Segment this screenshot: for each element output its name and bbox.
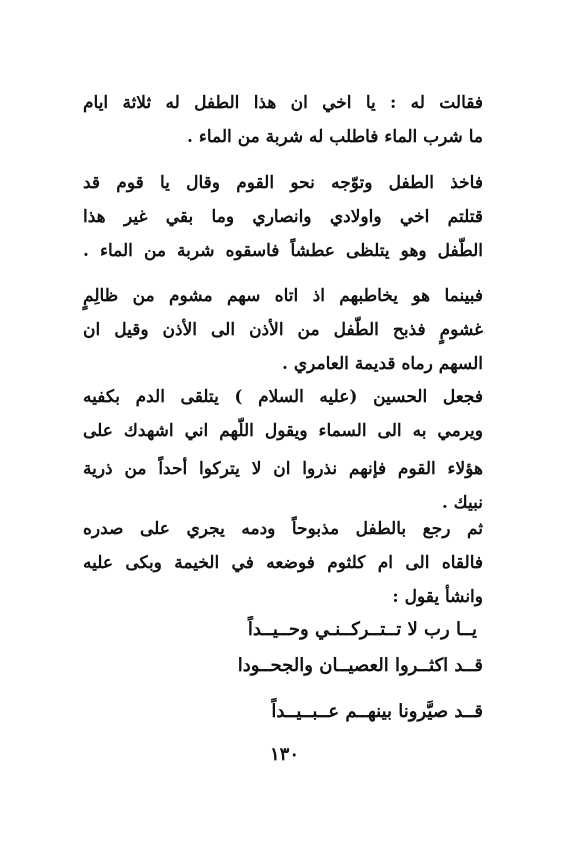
text-line: فقالت له : يا اخي ان هذا الطفل له ثلاثة ايام: [83, 93, 483, 113]
text-line: غشومٍ فذبح الطّفل من الأذن الى الأذن وقيل ان: [83, 320, 483, 340]
text-line: ما شرب الماء فاطلب له شربة من الماء .: [187, 127, 483, 147]
text-line: قتلتم اخي واولادي وانصاري وما بقي غير هذا: [83, 207, 483, 227]
text-line: وانشأ يقول :: [392, 587, 483, 607]
text-line: ويرمي به الى السماء ويقول اللّهم اني اشهدك على: [83, 421, 483, 441]
text-line: الطّفل وهو يتلظى عطشاً فاسقوه شربة من الماء .: [83, 241, 483, 261]
poem-verse: قــد صيَّرونا بينهــم عــبــيــداً: [271, 701, 483, 722]
poem-verse: يــا رب لا تــتــركــنـي وحــيــداً: [247, 619, 477, 640]
text-line: فبينما هو يخاطبهم اذ اتاه سهم مشوم من ظالِمٍ: [83, 286, 483, 306]
text-line: فالقاه الى ام كلثوم فوضعه في الخيمة وبكى عليه: [83, 553, 483, 573]
text-line: ثم رجع بالطفل مذبوحاً ودمه يجري على صدره: [83, 519, 483, 539]
text-line: فجعل الحسين (عليه السلام ) يتلقى الدم بكفيه: [83, 387, 483, 407]
text-line: السهم رماه قديمة العامري .: [281, 354, 483, 374]
text-line: فاخذ الطفل وتوّجه نحو القوم وقال يا قوم قد: [83, 173, 483, 193]
poem-verse: قــد اكثــروا العصيــان والجحــودا: [237, 655, 483, 676]
text-line: نبيك .: [441, 493, 483, 513]
page-number: ١٣٠: [269, 744, 299, 765]
text-line: هؤلاء القوم فإنهم نذروا ان لا يتركوا أحداً من ذرية: [83, 459, 483, 479]
